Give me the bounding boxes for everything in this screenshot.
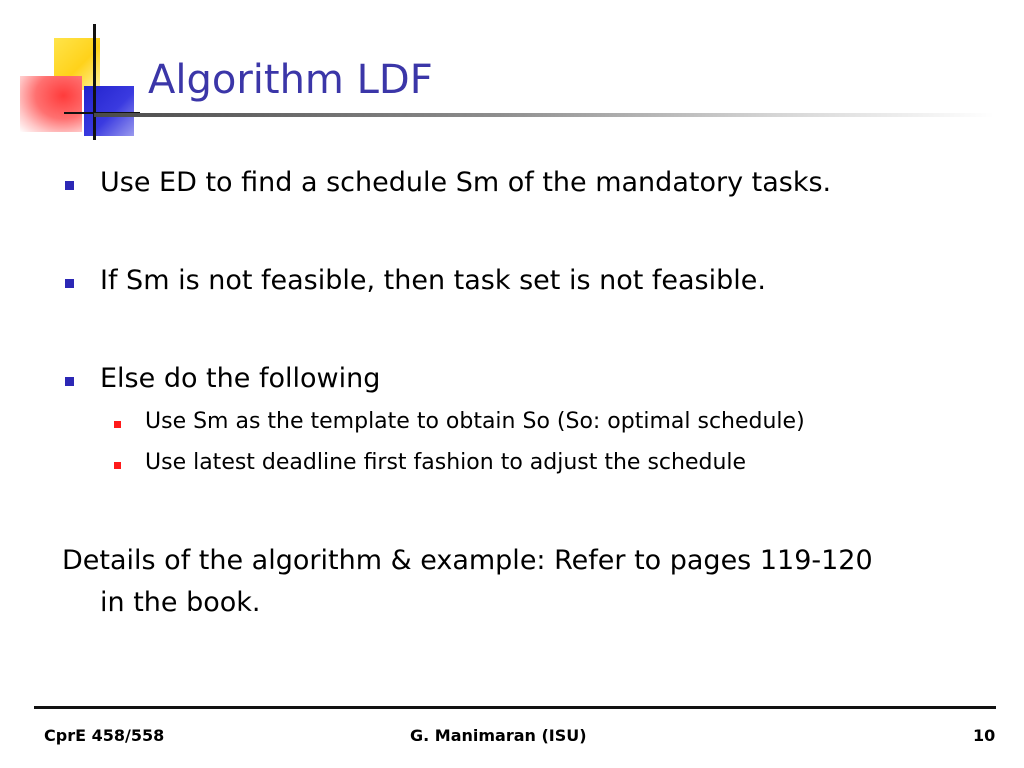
vertical-accent-line bbox=[93, 24, 96, 140]
footer-page-number: 10 bbox=[973, 726, 996, 745]
slide-title: Algorithm LDF bbox=[148, 57, 433, 103]
blue-square-shape bbox=[84, 86, 134, 136]
decorative-logo bbox=[0, 0, 160, 150]
footer-author: G. Manimaran (ISU) bbox=[410, 726, 587, 745]
bullet-marker-icon bbox=[65, 279, 74, 288]
bullet-item: If Sm is not feasible, then task set is not feasible. bbox=[100, 265, 766, 296]
red-square-shape bbox=[20, 76, 82, 132]
bullet-marker-icon bbox=[65, 377, 74, 386]
details-paragraph bbox=[62, 540, 992, 624]
bullet-marker-icon bbox=[65, 181, 74, 190]
sub-bullet-item: Use latest deadline first fashion to adjust the schedule bbox=[145, 450, 747, 475]
details-line-2: in the book. bbox=[100, 587, 261, 618]
footer-divider bbox=[34, 706, 996, 709]
bullet-item: Else do the following bbox=[100, 363, 381, 394]
footer-course: CprE 458/558 bbox=[44, 726, 165, 745]
sub-bullet-marker-icon bbox=[114, 462, 121, 469]
title-underline bbox=[94, 113, 994, 117]
sub-bullet-item: Use Sm as the template to obtain So (So: optimal schedule) bbox=[145, 409, 805, 434]
details-line-1: Details of the algorithm & example: Refer to pages 119-120 bbox=[62, 545, 873, 576]
sub-bullet-marker-icon bbox=[114, 421, 121, 428]
bullet-item: Use ED to find a schedule Sm of the mandatory tasks. bbox=[100, 167, 832, 198]
